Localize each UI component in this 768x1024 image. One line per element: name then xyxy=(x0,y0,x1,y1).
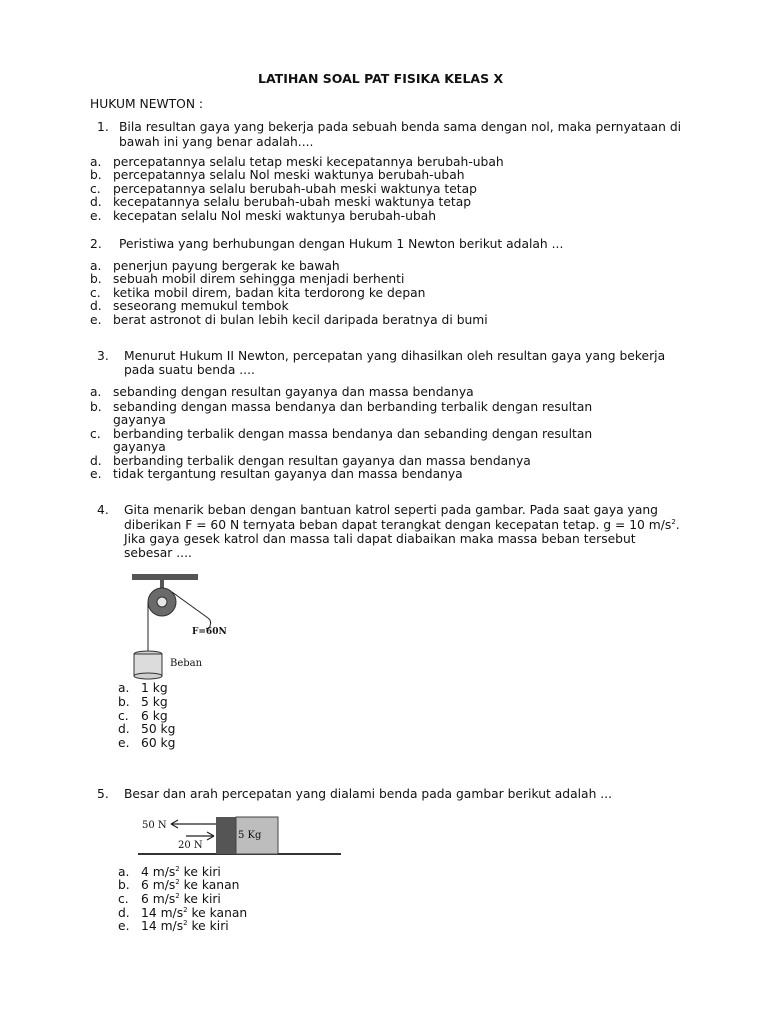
question-5-text-line1: Besar dan arah percepatan yang dialami benda pada gambar berikut adalah ... xyxy=(124,787,612,801)
q4-option-letter: e. xyxy=(118,736,130,750)
q2-option-text: berat astronot di bulan lebih kecil daripada beratnya di bumi xyxy=(113,313,488,327)
q5-direction: ke kiri xyxy=(183,892,221,906)
block-dark-face xyxy=(216,817,236,854)
q4-option-letter: b. xyxy=(118,695,130,709)
q2-option-letter: a. xyxy=(90,259,102,273)
ceiling-bar xyxy=(132,574,198,580)
q5-option-text xyxy=(141,919,229,933)
q5-unit-sup: 2 xyxy=(183,918,188,927)
q5-direction: ke kanan xyxy=(183,878,240,892)
q5-option-letter: c. xyxy=(118,892,129,906)
q4-option-letter: a. xyxy=(118,681,130,695)
q1-option-text: percepatannya selalu berubah-ubah meski waktunya tetap xyxy=(113,182,477,196)
q1-option-text: percepatannya selalu tetap meski kecepatannya berubah-ubah xyxy=(113,155,504,169)
q5-option-text xyxy=(141,865,221,879)
q5-unit-sup: 2 xyxy=(175,877,180,886)
q3-option-text: sebanding dengan resultan gayanya dan massa bendanya xyxy=(113,385,474,399)
q1-option-letter: b. xyxy=(90,168,102,182)
q5-option-text xyxy=(141,892,221,906)
question-4-text-line2 xyxy=(124,518,680,532)
q3-option-letter: a. xyxy=(90,385,102,399)
q3-option-letter: e. xyxy=(90,467,102,481)
q4-option-text: 1 kg xyxy=(141,681,168,695)
q1-option-text: kecepatannya selalu berubah-ubah meski waktunya tetap xyxy=(113,195,472,209)
q2-option-text: sebuah mobil direm sehingga menjadi berhenti xyxy=(113,272,405,286)
q2-option-letter: e. xyxy=(90,313,102,327)
q4-line2-end: . xyxy=(675,518,680,532)
q2-option-text: seseorang memukul tembok xyxy=(113,299,289,313)
q5-option-text xyxy=(141,878,239,892)
q5-unit: m/s xyxy=(152,865,176,879)
q3-option-text: sebanding dengan massa bendanya dan berbanding terbalik dengan resultan xyxy=(113,400,593,414)
q5-unit: m/s xyxy=(160,919,184,933)
q5-option-letter: d. xyxy=(118,906,130,920)
q2-option-text: ketika mobil direm, badan kita terdorong ke depan xyxy=(113,286,426,300)
q2-option-letter: b. xyxy=(90,272,102,286)
q2-option-letter: d. xyxy=(90,299,102,313)
pulley-hub xyxy=(157,597,167,607)
load-label: Beban xyxy=(170,658,203,669)
question-5-number: 5. xyxy=(97,787,109,801)
block-figure xyxy=(138,812,368,857)
q5-value: 14 xyxy=(141,906,157,920)
q4-option-text: 5 kg xyxy=(141,695,168,709)
q5-value: 6 xyxy=(141,892,149,906)
q4-option-text: 6 kg xyxy=(141,709,168,723)
q5-option-text xyxy=(141,906,247,920)
q5-direction: ke kiri xyxy=(183,865,221,879)
q2-option-text: penerjun payung bergerak ke bawah xyxy=(113,259,340,273)
q4-option-text: 60 kg xyxy=(141,736,176,750)
q2-option-letter: c. xyxy=(90,286,101,300)
q5-direction: ke kiri xyxy=(191,919,229,933)
q5-direction: ke kanan xyxy=(191,906,248,920)
q3-option-text: tidak tergantung resultan gayanya dan massa bendanya xyxy=(113,467,463,481)
q5-value: 14 xyxy=(141,919,157,933)
q5-unit: m/s xyxy=(152,892,176,906)
q3-option-text-continued: gayanya xyxy=(113,413,166,427)
q1-option-text: kecepatan selalu Nol meski waktunya berubah-ubah xyxy=(113,209,437,223)
block-mass-label: 5 Kg xyxy=(238,830,262,841)
left-force-label: 50 N xyxy=(142,820,167,831)
load-bottom xyxy=(134,673,162,679)
q4-option-text: 50 kg xyxy=(141,722,176,736)
question-4-text-line3: Jika gaya gesek katrol dan massa tali dapat diabaikan maka massa beban tersebut xyxy=(124,532,636,546)
q3-option-letter: b. xyxy=(90,400,102,414)
q5-unit-sup: 2 xyxy=(175,891,180,900)
question-3-text-line1: Menurut Hukum II Newton, percepatan yang dihasilkan oleh resultan gaya yang bekerja xyxy=(124,349,666,363)
q3-option-letter: c. xyxy=(90,427,101,441)
q3-option-text: berbanding terbalik dengan massa bendanya dan sebanding dengan resultan xyxy=(113,427,593,441)
question-4-text-line1: Gita menarik beban dengan bantuan katrol seperti pada gambar. Pada saat gaya yang xyxy=(124,503,658,517)
q5-unit-sup: 2 xyxy=(175,864,180,873)
q5-unit: m/s xyxy=(152,878,176,892)
q4-line2-text: diberikan F = 60 N ternyata beban dapat terangkat dengan kecepatan tetap. g = 10 m/s xyxy=(124,518,672,532)
question-1-text-line1: Bila resultan gaya yang bekerja pada sebuah benda sama dengan nol, maka pernyataan di xyxy=(119,120,682,134)
question-2-number: 2. xyxy=(90,237,102,251)
page-title: LATIHAN SOAL PAT FISIKA KELAS X xyxy=(258,71,504,86)
q1-option-letter: e. xyxy=(90,209,102,223)
question-2-text-line1: Peristiwa yang berhubungan dengan Hukum 1 Newton berikut adalah ... xyxy=(119,237,564,251)
pulley-figure xyxy=(124,570,244,680)
section-heading: HUKUM NEWTON : xyxy=(90,97,204,111)
q5-unit: m/s xyxy=(160,906,184,920)
q5-value: 6 xyxy=(141,878,149,892)
question-3-number: 3. xyxy=(97,349,109,363)
q4-option-letter: d. xyxy=(118,722,130,736)
right-force-label: 20 N xyxy=(178,840,203,851)
q3-option-text-continued: gayanya xyxy=(113,440,166,454)
q5-unit-sup: 2 xyxy=(183,905,188,914)
question-1-number: 1. xyxy=(97,120,109,134)
question-4-text-line4: sebesar .... xyxy=(124,546,192,560)
q1-option-letter: d. xyxy=(90,195,102,209)
q4-line2-superscript: 2 xyxy=(671,517,676,526)
q1-option-text: percepatannya selalu Nol meski waktunya berubah-ubah xyxy=(113,168,465,182)
q3-option-text: berbanding terbalik dengan resultan gayanya dan massa bendanya xyxy=(113,454,531,468)
rope-pull-side xyxy=(172,592,208,618)
question-1-text-line2: bawah ini yang benar adalah.... xyxy=(119,135,314,149)
q1-option-letter: c. xyxy=(90,182,101,196)
question-4-number: 4. xyxy=(97,503,109,517)
question-3-text-line2: pada suatu benda .... xyxy=(124,363,255,377)
q1-option-letter: a. xyxy=(90,155,102,169)
q5-option-letter: e. xyxy=(118,919,130,933)
q3-option-letter: d. xyxy=(90,454,102,468)
q5-option-letter: b. xyxy=(118,878,130,892)
q5-option-letter: a. xyxy=(118,865,130,879)
force-label: F=60N xyxy=(192,627,227,637)
q5-value: 4 xyxy=(141,865,149,879)
q4-option-letter: c. xyxy=(118,709,129,723)
